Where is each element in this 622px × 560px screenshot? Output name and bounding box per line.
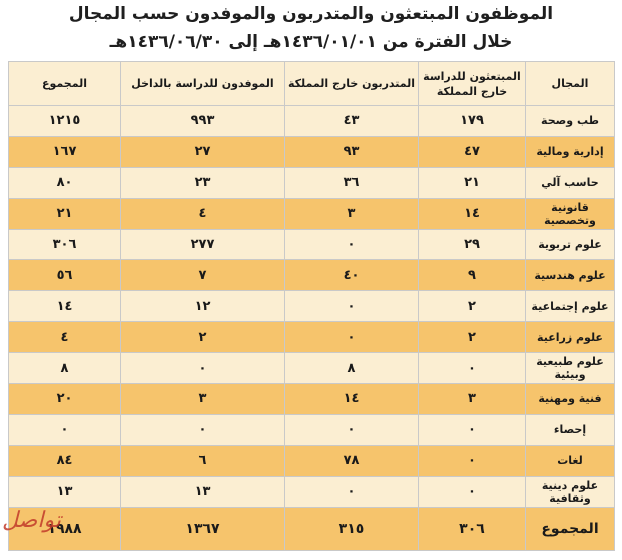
table-row — [9, 476, 615, 507]
cell-scholarship: ٠ — [419, 353, 526, 384]
table-row — [9, 198, 615, 229]
cell-scholarship: ٠ — [419, 476, 526, 507]
cell-field: طب وصحة — [526, 106, 615, 137]
cell-total: ٣٠٦ — [9, 229, 121, 260]
table-row — [9, 106, 615, 137]
cell-scholarship: ٣ — [419, 384, 526, 415]
table-row — [9, 229, 615, 260]
table-row — [9, 291, 615, 322]
cell-total: ١٦٧ — [9, 136, 121, 167]
cell-delegates: ٢ — [121, 322, 285, 353]
cell-field: علوم تربوية — [526, 229, 615, 260]
cell-total: ٤ — [9, 322, 121, 353]
cell-field: علوم إجتماعية — [526, 291, 615, 322]
cell-field: إدارية ومالية — [526, 136, 615, 167]
cell-trainees: ٠ — [285, 229, 419, 260]
cell-delegates: ١٢ — [121, 291, 285, 322]
table-row — [9, 384, 615, 415]
cell-trainees: ٨ — [285, 353, 419, 384]
watermark-logo: تواصل — [2, 508, 61, 533]
totals-table — [8, 507, 615, 551]
cell-trainees: ٤٠ — [285, 260, 419, 291]
cell-scholarship: ٠ — [419, 414, 526, 445]
cell-total: ٥٦ — [9, 260, 121, 291]
cell-delegates: ٢٧ — [121, 136, 285, 167]
cell-field: علوم طبيعية وبيئية — [526, 353, 615, 384]
cell-delegates: ٠ — [121, 414, 285, 445]
cell-field: علوم هندسية — [526, 260, 615, 291]
cell-scholarship: ١٤ — [419, 198, 526, 229]
cell-total: ٨٤ — [9, 445, 121, 476]
header-trainees: المتدربون خارج المملكة — [285, 62, 419, 106]
cell-trainees: ٤٣ — [285, 106, 419, 137]
totals-scholarship: ٣٠٦ — [419, 508, 526, 551]
table-row — [9, 136, 615, 167]
cell-scholarship: ٠ — [419, 445, 526, 476]
totals-total: ١٩٨٨ — [9, 508, 121, 551]
cell-delegates: ٩٩٣ — [121, 106, 285, 137]
cell-delegates: ١٣ — [121, 476, 285, 507]
cell-field: حاسب آلي — [526, 167, 615, 198]
cell-trainees: ٧٨ — [285, 445, 419, 476]
totals-delegates: ١٣٦٧ — [121, 508, 285, 551]
cell-total: ٨٠ — [9, 167, 121, 198]
cell-total: ٠ — [9, 414, 121, 445]
cell-delegates: ٤ — [121, 198, 285, 229]
totals-label: المجموع — [526, 508, 615, 551]
cell-delegates: ٠ — [121, 353, 285, 384]
cell-delegates: ٢٣ — [121, 167, 285, 198]
totals-trainees: ٣١٥ — [285, 508, 419, 551]
header-total: المجموع — [9, 62, 121, 106]
report-title: الموظفون المبتعثون والمتدربون والموفدون حسب المجال — [68, 4, 554, 24]
cell-delegates: ٧ — [121, 260, 285, 291]
table-row — [9, 322, 615, 353]
cell-delegates: ٦ — [121, 445, 285, 476]
data-table — [8, 61, 615, 508]
header-field: المجال — [526, 62, 615, 106]
table-row — [9, 414, 615, 445]
cell-field: علوم زراعية — [526, 322, 615, 353]
table-row — [9, 260, 615, 291]
cell-total: ٢٠ — [9, 384, 121, 415]
cell-field: علوم دينية وثقافية — [526, 476, 615, 507]
cell-trainees: ٣ — [285, 198, 419, 229]
cell-scholarship: ٤٧ — [419, 136, 526, 167]
cell-trainees: ٠ — [285, 291, 419, 322]
cell-field: إحصاء — [526, 414, 615, 445]
cell-scholarship: ٢ — [419, 291, 526, 322]
cell-scholarship: ٢ — [419, 322, 526, 353]
cell-total: ٨ — [9, 353, 121, 384]
table-row — [9, 353, 615, 384]
cell-total: ١٢١٥ — [9, 106, 121, 137]
cell-field: لغات — [526, 445, 615, 476]
cell-field: فنية ومهنية — [526, 384, 615, 415]
cell-scholarship: ٢١ — [419, 167, 526, 198]
cell-scholarship: ٩ — [419, 260, 526, 291]
cell-trainees: ١٤ — [285, 384, 419, 415]
header-row — [9, 62, 615, 106]
table-row — [9, 445, 615, 476]
cell-trainees: ٠ — [285, 322, 419, 353]
cell-delegates: ٣ — [121, 384, 285, 415]
cell-trainees: ٣٦ — [285, 167, 419, 198]
header-scholarship: المبتعثون للدراسة خارج المملكة — [419, 62, 526, 106]
table-row — [9, 167, 615, 198]
cell-total: ١٤ — [9, 291, 121, 322]
cell-total: ٢١ — [9, 198, 121, 229]
cell-scholarship: ٢٩ — [419, 229, 526, 260]
report-period: خلال الفترة من ١٤٣٦/٠١/٠١هـ إلى ١٤٣٦/٠٦/٣٠هـ — [109, 32, 513, 52]
cell-trainees: ٠ — [285, 414, 419, 445]
cell-delegates: ٢٧٧ — [121, 229, 285, 260]
cell-trainees: ٠ — [285, 476, 419, 507]
cell-total: ١٣ — [9, 476, 121, 507]
header-delegates: الموفدون للدراسة بالداخل — [121, 62, 285, 106]
cell-scholarship: ١٧٩ — [419, 106, 526, 137]
totals-row — [9, 508, 615, 551]
cell-trainees: ٩٣ — [285, 136, 419, 167]
cell-field: قانونية وتخصصية — [526, 198, 615, 229]
